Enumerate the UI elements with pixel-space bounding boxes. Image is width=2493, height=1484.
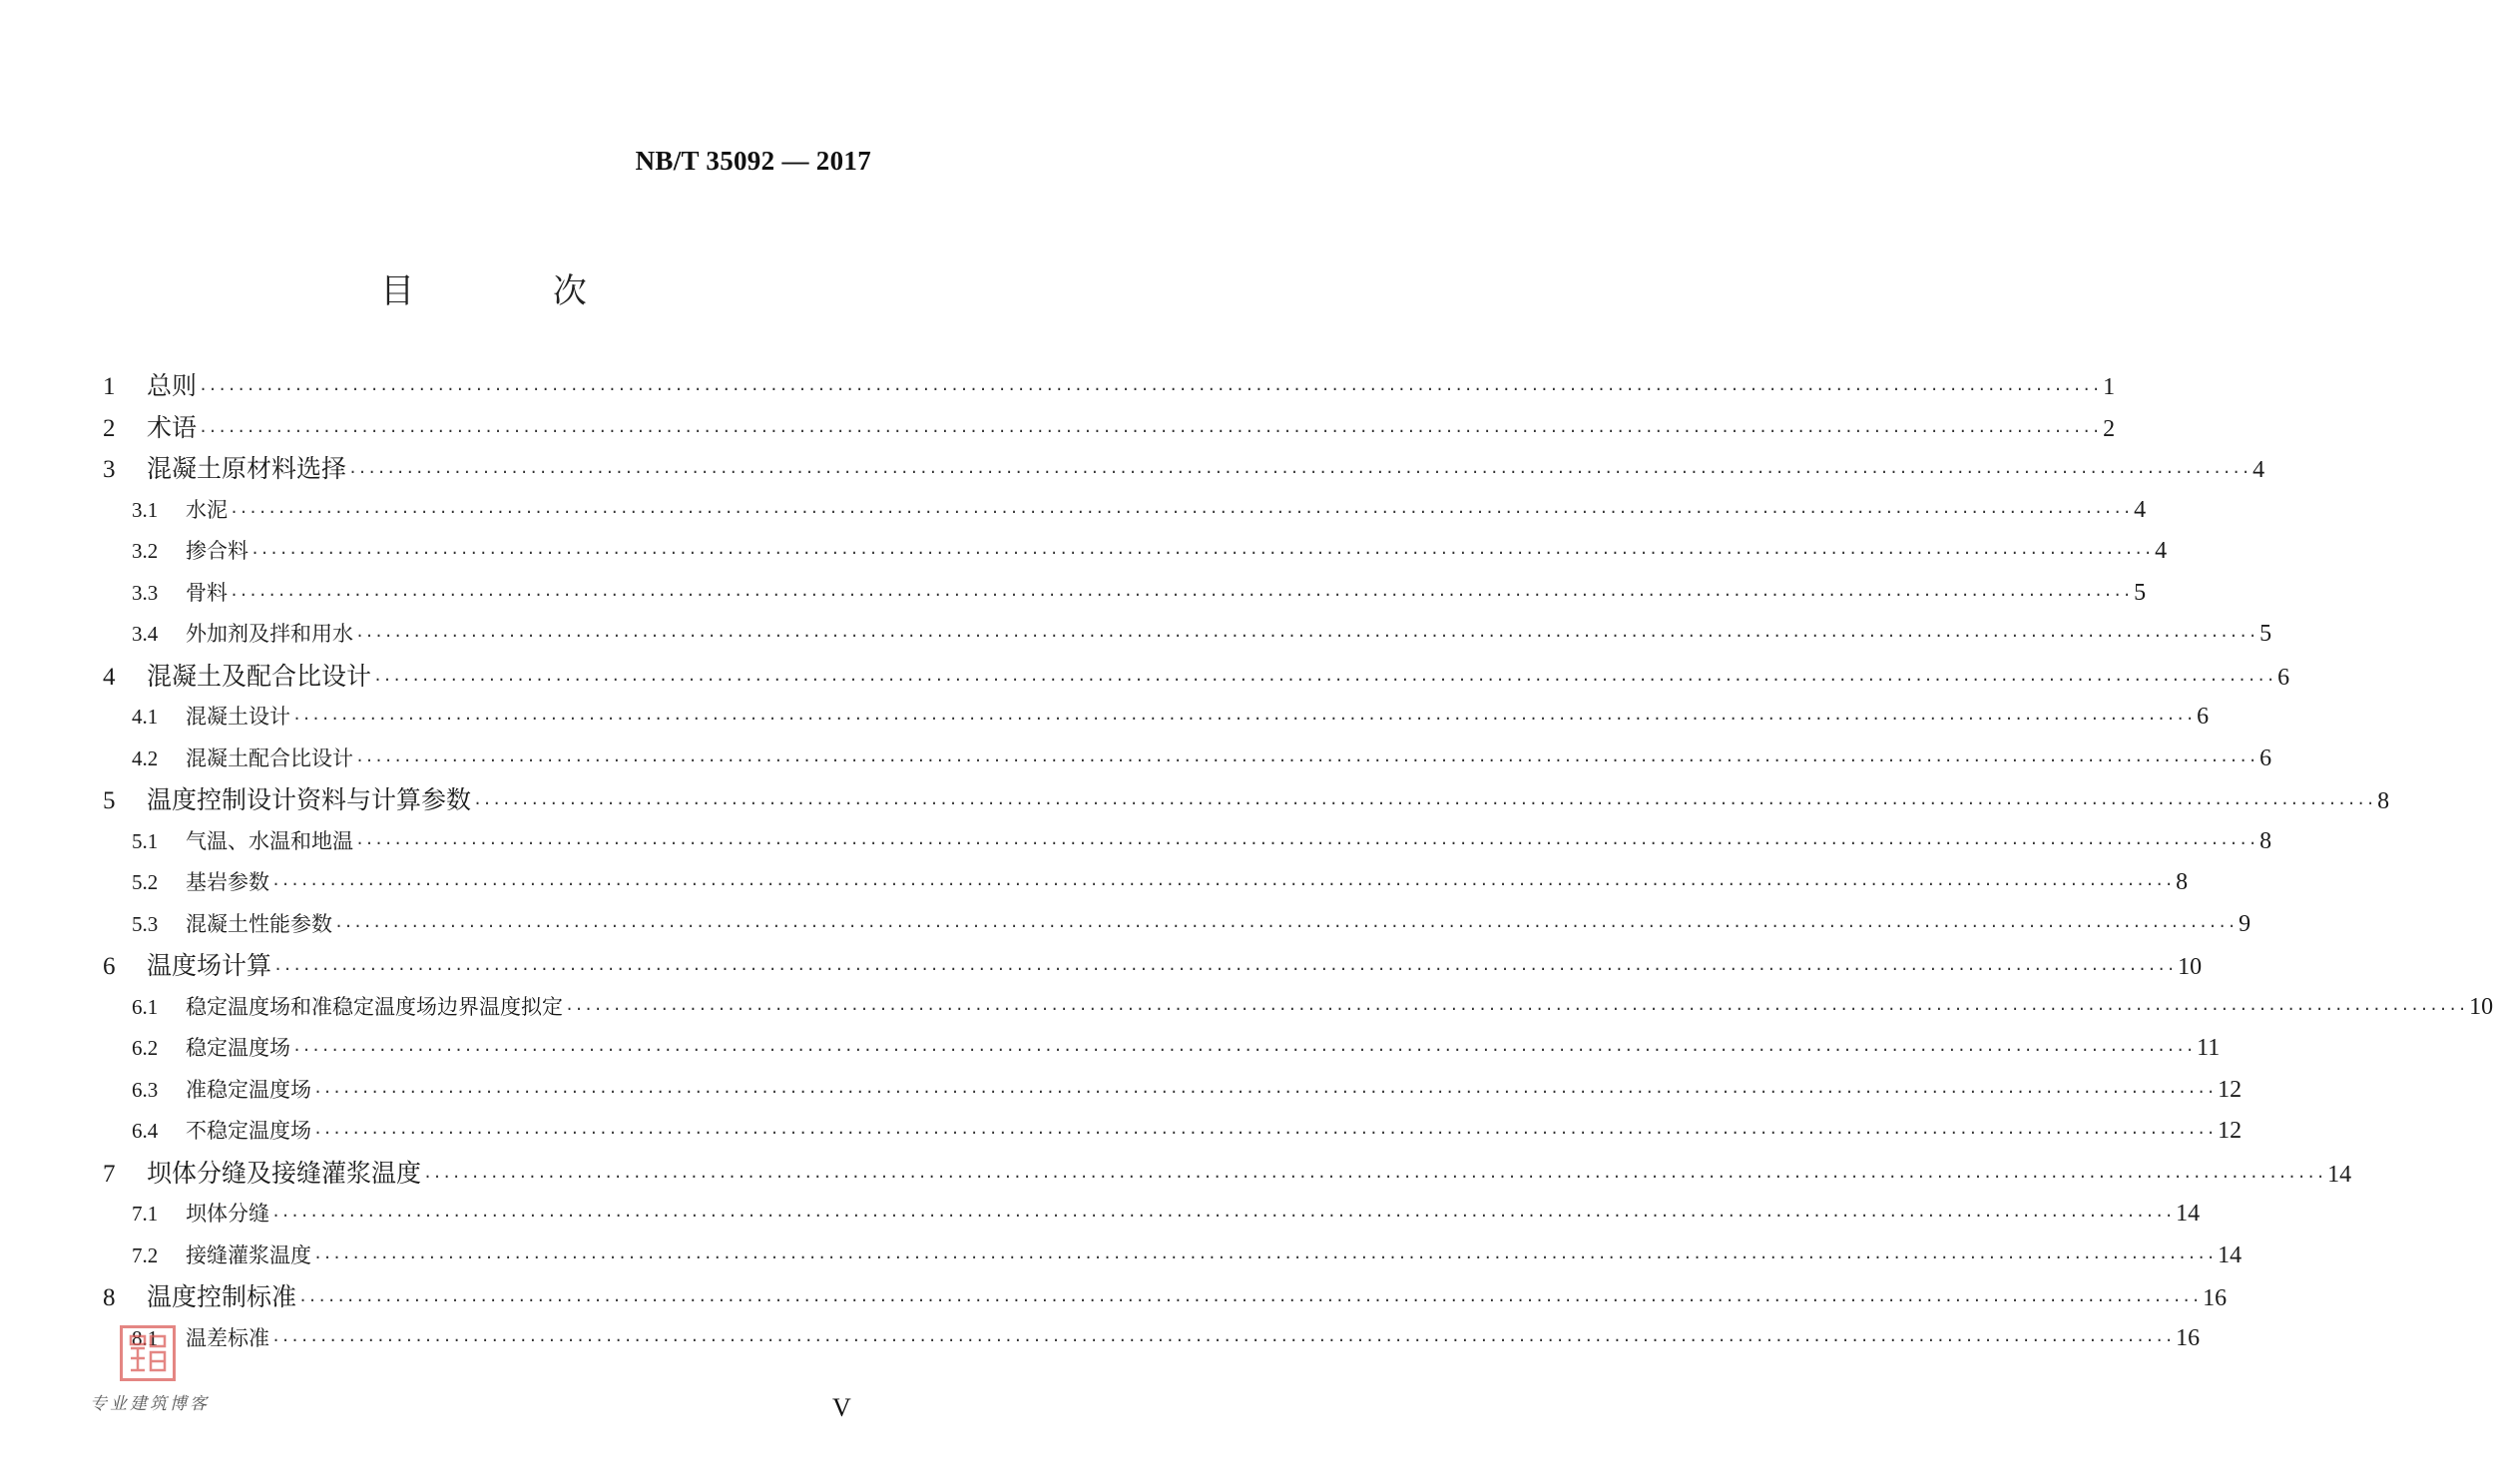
toc-dot-leader: ········································································································································································································ [373, 670, 2276, 689]
toc-entry-number: 7.2 [132, 1242, 159, 1267]
toc-dot-leader: ········································································································································································································ [292, 1041, 2196, 1059]
toc-entry-page: 8 [2377, 788, 2390, 814]
toc-section-entry[interactable] [103, 531, 2168, 573]
toc-entry-title: 准稳定温度场 [186, 1077, 311, 1102]
toc-dot-leader: ········································································································································································································ [355, 833, 2258, 852]
toc-entry-page: 6 [2277, 664, 2290, 691]
toc-chapter-entry[interactable] [103, 779, 2390, 821]
toc-entry-number: 5 [103, 787, 116, 814]
toc-entry-number: 7 [103, 1160, 116, 1188]
toc-entry-number: 3.3 [132, 580, 159, 605]
toc-entry-number: 6.4 [132, 1119, 159, 1143]
toc-dot-leader: ········································································································································································································ [565, 999, 2468, 1018]
seal-stamp [120, 1325, 176, 1381]
toc-dot-leader: ········································································································································································································ [473, 794, 2376, 812]
toc-entry-title: 温度控制标准 [147, 1282, 297, 1311]
toc-entry-title: 掺合料 [186, 539, 249, 563]
toc-entry-page: 8 [2259, 827, 2272, 854]
table-of-contents [103, 365, 2493, 1359]
toc-title: 目 次 [380, 271, 651, 311]
toc-entry-number: 5.1 [132, 828, 159, 853]
toc-entry-title: 混凝土原材料选择 [147, 454, 347, 483]
toc-dot-leader: ········································································································································································································ [273, 960, 2177, 978]
toc-entry-title: 术语 [147, 412, 198, 442]
toc-section-entry[interactable] [103, 1236, 2243, 1277]
toc-dot-leader: ········································································································································································································ [250, 544, 2154, 562]
toc-entry-title: 不稳定温度场 [186, 1119, 311, 1143]
toc-section-entry[interactable] [103, 1194, 2201, 1236]
toc-chapter-entry[interactable] [103, 1153, 2352, 1195]
toc-entry-title: 总则 [147, 371, 198, 400]
toc-dot-leader: ········································································································································································································ [292, 710, 2196, 728]
toc-entry-page: 14 [2327, 1161, 2352, 1188]
toc-entry-number: 7.1 [132, 1202, 159, 1226]
toc-section-entry[interactable] [103, 821, 2272, 863]
toc-dot-leader: ········································································································································································································ [230, 502, 2133, 521]
toc-chapter-entry[interactable] [103, 656, 2290, 698]
toc-entry-title: 温度控制设计资料与计算参数 [147, 785, 472, 814]
toc-entry-number: 6.3 [132, 1077, 159, 1102]
toc-entry-page: 5 [2134, 579, 2147, 606]
toc-entry-title: 基岩参数 [186, 870, 269, 894]
toc-entry-page: 16 [2176, 1324, 2201, 1351]
toc-section-entry[interactable] [103, 490, 2147, 532]
toc-entry-title: 混凝土配合比设计 [186, 745, 353, 770]
watermark-text: 专业建筑博客 [90, 1394, 210, 1414]
toc-entry-page: 10 [2178, 954, 2203, 980]
standard-code: NB/T 35092 — 2017 [635, 146, 871, 176]
toc-entry-title: 气温、水温和地温 [186, 828, 353, 853]
toc-entry-page: 16 [2203, 1285, 2228, 1311]
toc-entry-page: 6 [2259, 744, 2272, 771]
toc-entry-number: 4.2 [132, 745, 159, 770]
toc-entry-number: 3.1 [132, 497, 159, 522]
toc-entry-number: 3.4 [132, 622, 159, 646]
toc-dot-leader: ········································································································································································································ [298, 1291, 2202, 1309]
toc-dot-leader: ········································································································································································································ [355, 750, 2258, 769]
toc-dot-leader: ········································································································································································································ [199, 380, 2102, 398]
toc-dot-leader: ········································································································································································································ [271, 875, 2175, 893]
toc-entry-page: 14 [2176, 1201, 2201, 1227]
toc-entry-number: 6 [103, 953, 116, 980]
toc-entry-page: 4 [2155, 538, 2168, 564]
toc-entry-number: 8.1 [132, 1325, 159, 1350]
toc-dot-leader: ········································································································································································································ [348, 463, 2251, 481]
toc-entry-title: 骨料 [186, 580, 228, 605]
toc-entry-number: 4.1 [132, 705, 159, 729]
toc-entry-page: 8 [2176, 869, 2189, 895]
toc-entry-page: 11 [2197, 1035, 2221, 1061]
toc-entry-number: 3.2 [132, 539, 159, 563]
toc-entry-title: 混凝土设计 [186, 705, 290, 729]
toc-entry-page: 2 [2103, 415, 2116, 442]
toc-entry-title: 坝体分缝及接缝灌浆温度 [147, 1158, 422, 1188]
toc-entry-number: 3 [103, 456, 116, 483]
toc-dot-leader: ········································································································································································································ [355, 627, 2258, 645]
toc-dot-leader: ········································································································································································································ [271, 1207, 2175, 1225]
toc-section-entry[interactable] [103, 1070, 2243, 1112]
toc-entry-title: 混凝土性能参数 [186, 911, 332, 936]
toc-section-entry[interactable] [103, 573, 2147, 615]
toc-entry-title: 稳定温度场和准稳定温度场边界温度拟定 [186, 994, 563, 1019]
toc-entry-page: 9 [2239, 910, 2251, 937]
toc-section-entry[interactable] [103, 904, 2251, 946]
toc-entry-number: 1 [103, 373, 116, 400]
toc-entry-title: 稳定温度场 [186, 1036, 290, 1060]
toc-section-entry[interactable] [103, 697, 2210, 739]
toc-entry-page: 14 [2218, 1241, 2243, 1268]
toc-entry-number: 5.3 [132, 911, 159, 936]
toc-entry-page: 5 [2259, 621, 2272, 647]
toc-entry-page: 1 [2103, 374, 2116, 400]
toc-entry-title: 温度场计算 [147, 951, 272, 980]
toc-entry-title: 接缝灌浆温度 [186, 1242, 311, 1267]
toc-section-entry[interactable] [103, 862, 2189, 904]
toc-section-entry[interactable] [103, 987, 2493, 1029]
toc-entry-number: 4 [103, 663, 116, 691]
toc-entry-number: 6.1 [132, 994, 159, 1019]
toc-dot-leader: ········································································································································································································ [271, 1330, 2175, 1349]
toc-section-entry[interactable] [103, 1111, 2243, 1153]
toc-entry-number: 2 [103, 414, 116, 442]
toc-section-entry[interactable] [103, 739, 2272, 780]
toc-entry-page: 12 [2218, 1076, 2243, 1103]
toc-entry-title: 坝体分缝 [186, 1202, 269, 1226]
toc-dot-leader: ········································································································································································································ [334, 916, 2238, 935]
toc-entry-number: 5.2 [132, 870, 159, 894]
toc-entry-number: 8 [103, 1284, 116, 1311]
toc-dot-leader: ········································································································································································································ [313, 1247, 2217, 1266]
toc-section-entry[interactable] [103, 1028, 2221, 1070]
toc-entry-page: 4 [2134, 496, 2147, 523]
toc-entry-page: 12 [2218, 1118, 2243, 1144]
toc-entry-title: 外加剂及拌和用水 [186, 622, 353, 646]
toc-entry-page: 6 [2197, 704, 2210, 730]
toc-entry-number: 6.2 [132, 1036, 159, 1060]
toc-entry-page: 4 [2252, 457, 2265, 483]
toc-chapter-entry[interactable] [103, 448, 2265, 490]
toc-dot-leader: ········································································································································································································ [313, 1124, 2217, 1142]
toc-entry-title: 水泥 [186, 497, 228, 522]
toc-entry-title: 温差标准 [186, 1325, 269, 1350]
toc-chapter-entry[interactable] [103, 407, 2116, 449]
toc-entry-title: 混凝土及配合比设计 [147, 661, 372, 691]
page-number: V [832, 1393, 851, 1422]
toc-entry-page: 10 [2469, 993, 2493, 1020]
toc-chapter-entry[interactable] [103, 945, 2203, 987]
toc-dot-leader: ········································································································································································································ [423, 1167, 2326, 1186]
toc-section-entry[interactable] [103, 1318, 2201, 1360]
toc-dot-leader: ········································································································································································································ [230, 585, 2133, 604]
toc-dot-leader: ········································································································································································································ [199, 421, 2102, 440]
toc-section-entry[interactable] [103, 614, 2272, 656]
toc-chapter-entry[interactable] [103, 365, 2116, 407]
toc-chapter-entry[interactable] [103, 1276, 2228, 1318]
toc-dot-leader: ········································································································································································································ [313, 1082, 2217, 1101]
